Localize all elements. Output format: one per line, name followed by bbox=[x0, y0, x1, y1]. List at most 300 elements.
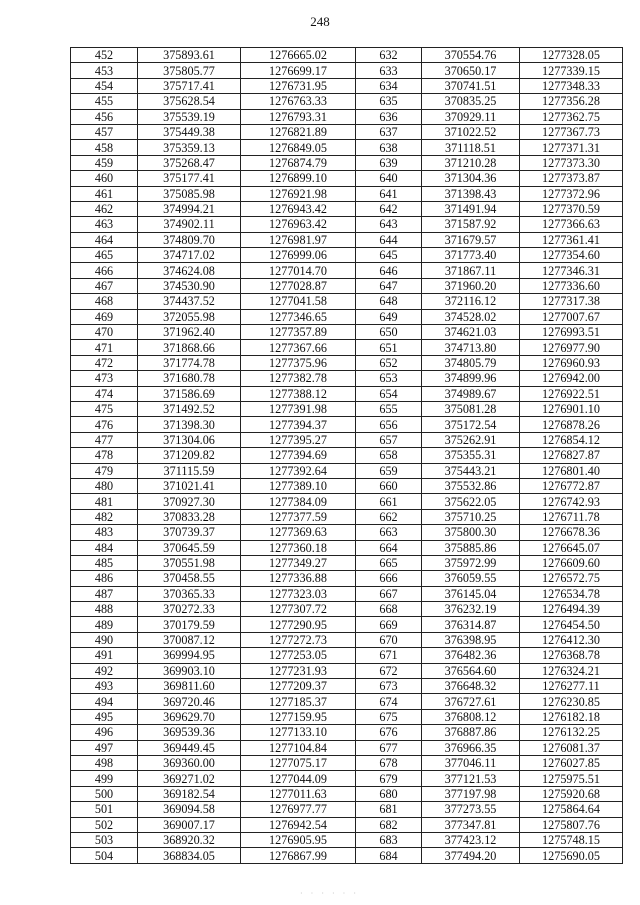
y-coordinate-cell: 1277366.63 bbox=[520, 217, 623, 232]
page-number: 248 bbox=[310, 14, 330, 29]
y-coordinate-cell: 1277185.37 bbox=[241, 694, 356, 709]
point-number-cell: 472 bbox=[71, 355, 138, 370]
table-row bbox=[71, 248, 623, 263]
x-coordinate-cell: 375355.31 bbox=[422, 448, 520, 463]
point-number-cell: 667 bbox=[356, 586, 422, 601]
x-coordinate-cell: 370929.11 bbox=[422, 109, 520, 124]
table-row bbox=[71, 232, 623, 247]
y-coordinate-cell: 1275864.64 bbox=[520, 802, 623, 817]
x-coordinate-cell: 370458.55 bbox=[138, 571, 241, 586]
y-coordinate-cell: 1276609.60 bbox=[520, 555, 623, 570]
x-coordinate-cell: 374530.90 bbox=[138, 278, 241, 293]
point-number-cell: 452 bbox=[71, 48, 138, 63]
y-coordinate-cell: 1275690.05 bbox=[520, 848, 623, 863]
point-number-cell: 663 bbox=[356, 525, 422, 540]
point-number-cell: 683 bbox=[356, 832, 422, 847]
x-coordinate-cell: 371021.41 bbox=[138, 478, 241, 493]
y-coordinate-cell: 1277307.72 bbox=[241, 602, 356, 617]
y-coordinate-cell: 1277317.38 bbox=[520, 294, 623, 309]
point-number-cell: 468 bbox=[71, 294, 138, 309]
x-coordinate-cell: 370833.28 bbox=[138, 509, 241, 524]
y-coordinate-cell: 1276412.30 bbox=[520, 632, 623, 647]
x-coordinate-cell: 375972.99 bbox=[422, 555, 520, 570]
y-coordinate-cell: 1277367.66 bbox=[241, 340, 356, 355]
y-coordinate-cell: 1277369.63 bbox=[241, 525, 356, 540]
table-row bbox=[71, 679, 623, 694]
y-coordinate-cell: 1277394.69 bbox=[241, 448, 356, 463]
x-coordinate-cell: 376887.86 bbox=[422, 725, 520, 740]
y-coordinate-cell: 1275748.15 bbox=[520, 832, 623, 847]
table-row bbox=[71, 740, 623, 755]
y-coordinate-cell: 1276368.78 bbox=[520, 648, 623, 663]
x-coordinate-cell: 369539.36 bbox=[138, 725, 241, 740]
table-row bbox=[71, 278, 623, 293]
y-coordinate-cell: 1277362.75 bbox=[520, 109, 623, 124]
y-coordinate-cell: 1276922.51 bbox=[520, 386, 623, 401]
x-coordinate-cell: 375081.28 bbox=[422, 401, 520, 416]
x-coordinate-cell: 375262.91 bbox=[422, 432, 520, 447]
point-number-cell: 504 bbox=[71, 848, 138, 863]
y-coordinate-cell: 1276960.93 bbox=[520, 355, 623, 370]
x-coordinate-cell: 374624.08 bbox=[138, 263, 241, 278]
y-coordinate-cell: 1277370.59 bbox=[520, 201, 623, 216]
x-coordinate-cell: 374899.96 bbox=[422, 371, 520, 386]
x-coordinate-cell: 372116.12 bbox=[422, 294, 520, 309]
x-coordinate-cell: 369720.46 bbox=[138, 694, 241, 709]
table-row bbox=[71, 340, 623, 355]
table-row bbox=[71, 709, 623, 724]
table-row bbox=[71, 663, 623, 678]
point-number-cell: 672 bbox=[356, 663, 422, 678]
y-coordinate-cell: 1276678.36 bbox=[520, 525, 623, 540]
point-number-cell: 682 bbox=[356, 817, 422, 832]
x-coordinate-cell: 374994.21 bbox=[138, 201, 241, 216]
y-coordinate-cell: 1276027.85 bbox=[520, 755, 623, 770]
x-coordinate-cell: 370927.30 bbox=[138, 494, 241, 509]
point-number-cell: 497 bbox=[71, 740, 138, 755]
point-number-cell: 477 bbox=[71, 432, 138, 447]
x-coordinate-cell: 377494.20 bbox=[422, 848, 520, 863]
y-coordinate-cell: 1277028.87 bbox=[241, 278, 356, 293]
point-number-cell: 642 bbox=[356, 201, 422, 216]
y-coordinate-cell: 1276993.51 bbox=[520, 325, 623, 340]
x-coordinate-cell: 375443.21 bbox=[422, 463, 520, 478]
point-number-cell: 457 bbox=[71, 124, 138, 139]
y-coordinate-cell: 1276081.37 bbox=[520, 740, 623, 755]
point-number-cell: 482 bbox=[71, 509, 138, 524]
point-number-cell: 501 bbox=[71, 802, 138, 817]
y-coordinate-cell: 1277346.65 bbox=[241, 309, 356, 324]
y-coordinate-cell: 1277209.37 bbox=[241, 679, 356, 694]
table-row bbox=[71, 386, 623, 401]
x-coordinate-cell: 371210.28 bbox=[422, 155, 520, 170]
point-number-cell: 653 bbox=[356, 371, 422, 386]
x-coordinate-cell: 375449.38 bbox=[138, 124, 241, 139]
x-coordinate-cell: 377423.12 bbox=[422, 832, 520, 847]
table-row bbox=[71, 371, 623, 386]
y-coordinate-cell: 1276899.10 bbox=[241, 171, 356, 186]
point-number-cell: 633 bbox=[356, 63, 422, 78]
point-number-cell: 637 bbox=[356, 124, 422, 139]
y-coordinate-cell: 1277290.95 bbox=[241, 617, 356, 632]
y-coordinate-cell: 1277389.10 bbox=[241, 478, 356, 493]
table-row bbox=[71, 786, 623, 801]
y-coordinate-cell: 1276977.77 bbox=[241, 802, 356, 817]
y-coordinate-cell: 1277391.98 bbox=[241, 401, 356, 416]
point-number-cell: 648 bbox=[356, 294, 422, 309]
y-coordinate-cell: 1276981.97 bbox=[241, 232, 356, 247]
y-coordinate-cell: 1276921.98 bbox=[241, 186, 356, 201]
x-coordinate-cell: 374713.80 bbox=[422, 340, 520, 355]
table-row bbox=[71, 78, 623, 93]
table-row bbox=[71, 802, 623, 817]
y-coordinate-cell: 1276731.95 bbox=[241, 78, 356, 93]
x-coordinate-cell: 375800.30 bbox=[422, 525, 520, 540]
x-coordinate-cell: 371962.40 bbox=[138, 325, 241, 340]
x-coordinate-cell: 369811.60 bbox=[138, 679, 241, 694]
x-coordinate-cell: 375532.86 bbox=[422, 478, 520, 493]
y-coordinate-cell: 1277354.60 bbox=[520, 248, 623, 263]
x-coordinate-cell: 371587.92 bbox=[422, 217, 520, 232]
y-coordinate-cell: 1276821.89 bbox=[241, 124, 356, 139]
x-coordinate-cell: 376482.36 bbox=[422, 648, 520, 663]
table-row bbox=[71, 417, 623, 432]
x-coordinate-cell: 376145.04 bbox=[422, 586, 520, 601]
x-coordinate-cell: 376314.87 bbox=[422, 617, 520, 632]
x-coordinate-cell: 374437.52 bbox=[138, 294, 241, 309]
point-number-cell: 474 bbox=[71, 386, 138, 401]
table-row bbox=[71, 555, 623, 570]
y-coordinate-cell: 1276182.18 bbox=[520, 709, 623, 724]
y-coordinate-cell: 1276454.50 bbox=[520, 617, 623, 632]
point-number-cell: 466 bbox=[71, 263, 138, 278]
table-row bbox=[71, 694, 623, 709]
point-number-cell: 649 bbox=[356, 309, 422, 324]
point-number-cell: 645 bbox=[356, 248, 422, 263]
y-coordinate-cell: 1277014.70 bbox=[241, 263, 356, 278]
point-number-cell: 636 bbox=[356, 109, 422, 124]
point-number-cell: 664 bbox=[356, 540, 422, 555]
y-coordinate-cell: 1277159.95 bbox=[241, 709, 356, 724]
point-number-cell: 666 bbox=[356, 571, 422, 586]
point-number-cell: 481 bbox=[71, 494, 138, 509]
point-number-cell: 491 bbox=[71, 648, 138, 663]
x-coordinate-cell: 375177.41 bbox=[138, 171, 241, 186]
x-coordinate-cell: 375359.13 bbox=[138, 140, 241, 155]
x-coordinate-cell: 370741.51 bbox=[422, 78, 520, 93]
point-number-cell: 499 bbox=[71, 771, 138, 786]
point-number-cell: 458 bbox=[71, 140, 138, 155]
x-coordinate-cell: 369994.95 bbox=[138, 648, 241, 663]
x-coordinate-cell: 371867.11 bbox=[422, 263, 520, 278]
x-coordinate-cell: 371680.78 bbox=[138, 371, 241, 386]
y-coordinate-cell: 1277231.93 bbox=[241, 663, 356, 678]
x-coordinate-cell: 371398.43 bbox=[422, 186, 520, 201]
y-coordinate-cell: 1276905.95 bbox=[241, 832, 356, 847]
y-coordinate-cell: 1275975.51 bbox=[520, 771, 623, 786]
x-coordinate-cell: 375622.05 bbox=[422, 494, 520, 509]
x-coordinate-cell: 370739.37 bbox=[138, 525, 241, 540]
table-row bbox=[71, 309, 623, 324]
y-coordinate-cell: 1277104.84 bbox=[241, 740, 356, 755]
point-number-cell: 684 bbox=[356, 848, 422, 863]
y-coordinate-cell: 1276943.42 bbox=[241, 201, 356, 216]
x-coordinate-cell: 375628.54 bbox=[138, 94, 241, 109]
y-coordinate-cell: 1276494.39 bbox=[520, 602, 623, 617]
x-coordinate-cell: 371115.59 bbox=[138, 463, 241, 478]
table-row bbox=[71, 478, 623, 493]
x-coordinate-cell: 377197.98 bbox=[422, 786, 520, 801]
x-coordinate-cell: 375805.77 bbox=[138, 63, 241, 78]
x-coordinate-cell: 371304.06 bbox=[138, 432, 241, 447]
point-number-cell: 479 bbox=[71, 463, 138, 478]
point-number-cell: 493 bbox=[71, 679, 138, 694]
point-number-cell: 659 bbox=[356, 463, 422, 478]
table-row bbox=[71, 632, 623, 647]
coordinates-table bbox=[70, 47, 623, 864]
table-row bbox=[71, 201, 623, 216]
x-coordinate-cell: 371209.82 bbox=[138, 448, 241, 463]
table-row bbox=[71, 63, 623, 78]
point-number-cell: 484 bbox=[71, 540, 138, 555]
x-coordinate-cell: 376808.12 bbox=[422, 709, 520, 724]
x-coordinate-cell: 370087.12 bbox=[138, 632, 241, 647]
y-coordinate-cell: 1276711.78 bbox=[520, 509, 623, 524]
x-coordinate-cell: 370645.59 bbox=[138, 540, 241, 555]
y-coordinate-cell: 1276230.85 bbox=[520, 694, 623, 709]
x-coordinate-cell: 374809.70 bbox=[138, 232, 241, 247]
y-coordinate-cell: 1277382.78 bbox=[241, 371, 356, 386]
x-coordinate-cell: 369094.58 bbox=[138, 802, 241, 817]
point-number-cell: 470 bbox=[71, 325, 138, 340]
table-row bbox=[71, 540, 623, 555]
y-coordinate-cell: 1276763.33 bbox=[241, 94, 356, 109]
y-coordinate-cell: 1277041.58 bbox=[241, 294, 356, 309]
point-number-cell: 502 bbox=[71, 817, 138, 832]
x-coordinate-cell: 368834.05 bbox=[138, 848, 241, 863]
x-coordinate-cell: 371398.30 bbox=[138, 417, 241, 432]
y-coordinate-cell: 1277346.31 bbox=[520, 263, 623, 278]
point-number-cell: 644 bbox=[356, 232, 422, 247]
table-row bbox=[71, 325, 623, 340]
point-number-cell: 494 bbox=[71, 694, 138, 709]
table-row bbox=[71, 509, 623, 524]
point-number-cell: 660 bbox=[356, 478, 422, 493]
point-number-cell: 464 bbox=[71, 232, 138, 247]
y-coordinate-cell: 1277348.33 bbox=[520, 78, 623, 93]
y-coordinate-cell: 1276277.11 bbox=[520, 679, 623, 694]
point-number-cell: 467 bbox=[71, 278, 138, 293]
y-coordinate-cell: 1276793.31 bbox=[241, 109, 356, 124]
x-coordinate-cell: 370551.98 bbox=[138, 555, 241, 570]
x-coordinate-cell: 371304.36 bbox=[422, 171, 520, 186]
y-coordinate-cell: 1276827.87 bbox=[520, 448, 623, 463]
table-row bbox=[71, 294, 623, 309]
point-number-cell: 652 bbox=[356, 355, 422, 370]
table-row bbox=[71, 463, 623, 478]
point-number-cell: 650 bbox=[356, 325, 422, 340]
point-number-cell: 480 bbox=[71, 478, 138, 493]
point-number-cell: 475 bbox=[71, 401, 138, 416]
x-coordinate-cell: 374805.79 bbox=[422, 355, 520, 370]
x-coordinate-cell: 371491.94 bbox=[422, 201, 520, 216]
x-coordinate-cell: 375893.61 bbox=[138, 48, 241, 63]
y-coordinate-cell: 1277367.73 bbox=[520, 124, 623, 139]
point-number-cell: 668 bbox=[356, 602, 422, 617]
point-number-cell: 639 bbox=[356, 155, 422, 170]
y-coordinate-cell: 1276942.54 bbox=[241, 817, 356, 832]
x-coordinate-cell: 374717.02 bbox=[138, 248, 241, 263]
y-coordinate-cell: 1276999.06 bbox=[241, 248, 356, 263]
point-number-cell: 496 bbox=[71, 725, 138, 740]
table-row bbox=[71, 171, 623, 186]
table-body bbox=[71, 48, 623, 864]
point-number-cell: 478 bbox=[71, 448, 138, 463]
table-row bbox=[71, 217, 623, 232]
point-number-cell: 657 bbox=[356, 432, 422, 447]
x-coordinate-cell: 374528.02 bbox=[422, 309, 520, 324]
y-coordinate-cell: 1276572.75 bbox=[520, 571, 623, 586]
table-row bbox=[71, 602, 623, 617]
point-number-cell: 676 bbox=[356, 725, 422, 740]
x-coordinate-cell: 370554.76 bbox=[422, 48, 520, 63]
x-coordinate-cell: 371586.69 bbox=[138, 386, 241, 401]
point-number-cell: 454 bbox=[71, 78, 138, 93]
x-coordinate-cell: 371774.78 bbox=[138, 355, 241, 370]
point-number-cell: 632 bbox=[356, 48, 422, 63]
point-number-cell: 490 bbox=[71, 632, 138, 647]
table-row bbox=[71, 832, 623, 847]
table-row bbox=[71, 140, 623, 155]
y-coordinate-cell: 1276963.42 bbox=[241, 217, 356, 232]
point-number-cell: 495 bbox=[71, 709, 138, 724]
y-coordinate-cell: 1276801.40 bbox=[520, 463, 623, 478]
x-coordinate-cell: 371492.52 bbox=[138, 401, 241, 416]
point-number-cell: 654 bbox=[356, 386, 422, 401]
table-row bbox=[71, 263, 623, 278]
x-coordinate-cell: 370650.17 bbox=[422, 63, 520, 78]
table-row bbox=[71, 186, 623, 201]
y-coordinate-cell: 1275920.68 bbox=[520, 786, 623, 801]
x-coordinate-cell: 375539.19 bbox=[138, 109, 241, 124]
y-coordinate-cell: 1277253.05 bbox=[241, 648, 356, 663]
x-coordinate-cell: 376059.55 bbox=[422, 571, 520, 586]
scan-artifact: · · · · · · bbox=[300, 889, 359, 898]
x-coordinate-cell: 377046.11 bbox=[422, 755, 520, 770]
x-coordinate-cell: 375717.41 bbox=[138, 78, 241, 93]
table-row bbox=[71, 448, 623, 463]
x-coordinate-cell: 371868.66 bbox=[138, 340, 241, 355]
point-number-cell: 463 bbox=[71, 217, 138, 232]
x-coordinate-cell: 371022.52 bbox=[422, 124, 520, 139]
x-coordinate-cell: 374902.11 bbox=[138, 217, 241, 232]
y-coordinate-cell: 1276665.02 bbox=[241, 48, 356, 63]
y-coordinate-cell: 1276699.17 bbox=[241, 63, 356, 78]
point-number-cell: 681 bbox=[356, 802, 422, 817]
point-number-cell: 635 bbox=[356, 94, 422, 109]
x-coordinate-cell: 369449.45 bbox=[138, 740, 241, 755]
table-row bbox=[71, 725, 623, 740]
point-number-cell: 487 bbox=[71, 586, 138, 601]
point-number-cell: 471 bbox=[71, 340, 138, 355]
x-coordinate-cell: 371118.51 bbox=[422, 140, 520, 155]
y-coordinate-cell: 1277336.88 bbox=[241, 571, 356, 586]
y-coordinate-cell: 1277375.96 bbox=[241, 355, 356, 370]
table-row bbox=[71, 355, 623, 370]
x-coordinate-cell: 376398.95 bbox=[422, 632, 520, 647]
point-number-cell: 658 bbox=[356, 448, 422, 463]
x-coordinate-cell: 372055.98 bbox=[138, 309, 241, 324]
x-coordinate-cell: 368920.32 bbox=[138, 832, 241, 847]
point-number-cell: 661 bbox=[356, 494, 422, 509]
point-number-cell: 655 bbox=[356, 401, 422, 416]
table-row bbox=[71, 525, 623, 540]
x-coordinate-cell: 377347.81 bbox=[422, 817, 520, 832]
point-number-cell: 674 bbox=[356, 694, 422, 709]
table-row bbox=[71, 155, 623, 170]
y-coordinate-cell: 1277349.27 bbox=[241, 555, 356, 570]
table-row bbox=[71, 401, 623, 416]
y-coordinate-cell: 1275807.76 bbox=[520, 817, 623, 832]
point-number-cell: 489 bbox=[71, 617, 138, 632]
x-coordinate-cell: 369903.10 bbox=[138, 663, 241, 678]
y-coordinate-cell: 1277384.09 bbox=[241, 494, 356, 509]
y-coordinate-cell: 1277377.59 bbox=[241, 509, 356, 524]
point-number-cell: 473 bbox=[71, 371, 138, 386]
y-coordinate-cell: 1276324.21 bbox=[520, 663, 623, 678]
point-number-cell: 673 bbox=[356, 679, 422, 694]
x-coordinate-cell: 376648.32 bbox=[422, 679, 520, 694]
point-number-cell: 640 bbox=[356, 171, 422, 186]
y-coordinate-cell: 1277356.28 bbox=[520, 94, 623, 109]
x-coordinate-cell: 369629.70 bbox=[138, 709, 241, 724]
table-row bbox=[71, 124, 623, 139]
x-coordinate-cell: 371773.40 bbox=[422, 248, 520, 263]
point-number-cell: 476 bbox=[71, 417, 138, 432]
y-coordinate-cell: 1277075.17 bbox=[241, 755, 356, 770]
y-coordinate-cell: 1277357.89 bbox=[241, 325, 356, 340]
y-coordinate-cell: 1276854.12 bbox=[520, 432, 623, 447]
y-coordinate-cell: 1277360.18 bbox=[241, 540, 356, 555]
x-coordinate-cell: 375268.47 bbox=[138, 155, 241, 170]
y-coordinate-cell: 1277339.15 bbox=[520, 63, 623, 78]
point-number-cell: 488 bbox=[71, 602, 138, 617]
point-number-cell: 677 bbox=[356, 740, 422, 755]
point-number-cell: 651 bbox=[356, 340, 422, 355]
x-coordinate-cell: 369007.17 bbox=[138, 817, 241, 832]
y-coordinate-cell: 1277323.03 bbox=[241, 586, 356, 601]
y-coordinate-cell: 1277044.09 bbox=[241, 771, 356, 786]
point-number-cell: 465 bbox=[71, 248, 138, 263]
table-row bbox=[71, 648, 623, 663]
x-coordinate-cell: 374989.67 bbox=[422, 386, 520, 401]
x-coordinate-cell: 371960.20 bbox=[422, 278, 520, 293]
point-number-cell: 669 bbox=[356, 617, 422, 632]
point-number-cell: 456 bbox=[71, 109, 138, 124]
y-coordinate-cell: 1276901.10 bbox=[520, 401, 623, 416]
point-number-cell: 670 bbox=[356, 632, 422, 647]
x-coordinate-cell: 369271.02 bbox=[138, 771, 241, 786]
point-number-cell: 462 bbox=[71, 201, 138, 216]
y-coordinate-cell: 1276977.90 bbox=[520, 340, 623, 355]
point-number-cell: 485 bbox=[71, 555, 138, 570]
x-coordinate-cell: 370272.33 bbox=[138, 602, 241, 617]
y-coordinate-cell: 1277373.87 bbox=[520, 171, 623, 186]
y-coordinate-cell: 1277392.64 bbox=[241, 463, 356, 478]
x-coordinate-cell: 377121.53 bbox=[422, 771, 520, 786]
x-coordinate-cell: 375885.86 bbox=[422, 540, 520, 555]
x-coordinate-cell: 369360.00 bbox=[138, 755, 241, 770]
